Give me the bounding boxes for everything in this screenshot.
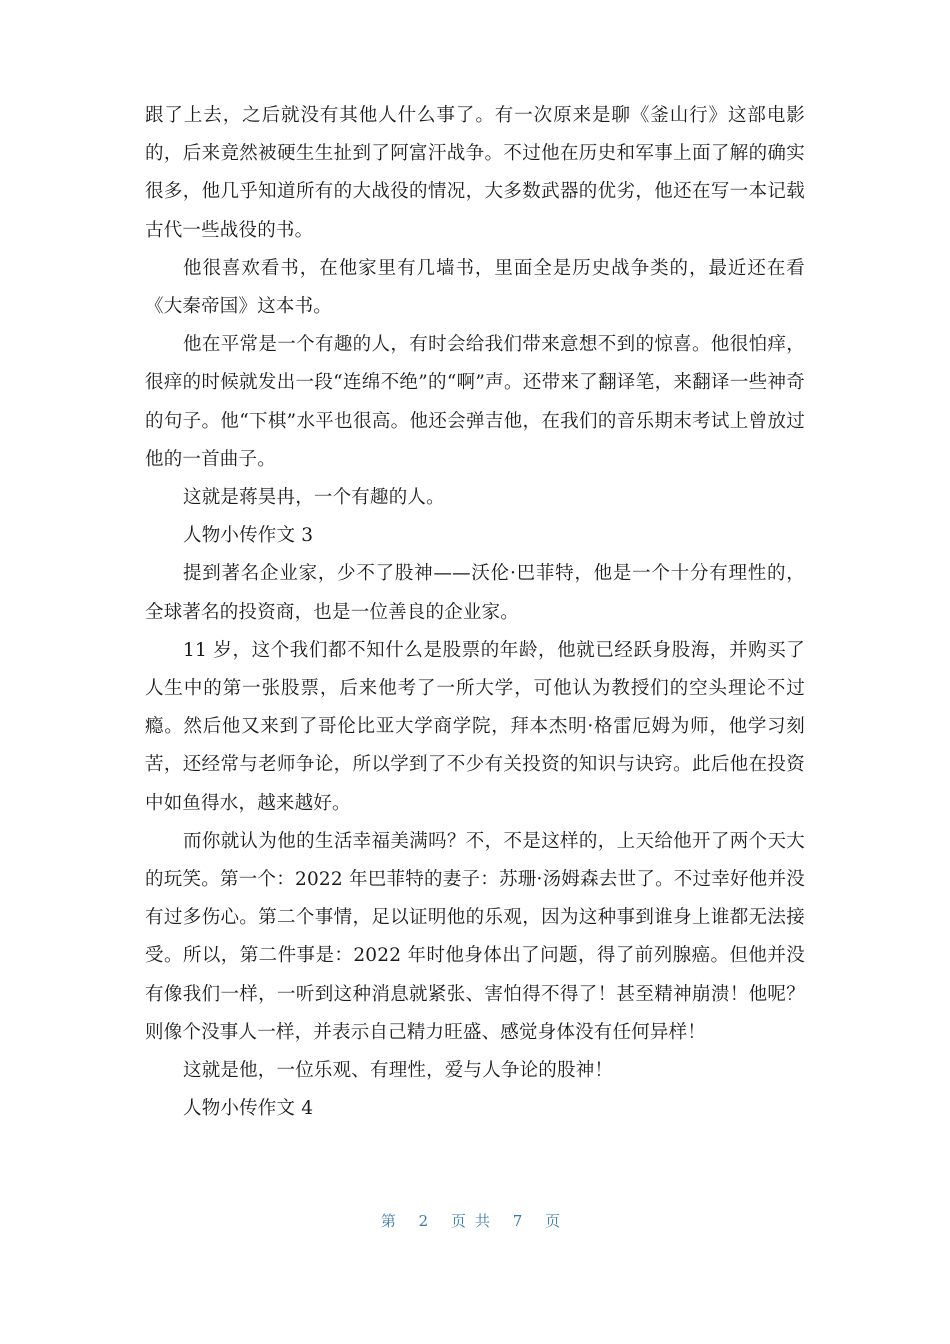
page-number-footer: 第 2 页共 7 页 — [380, 1212, 570, 1230]
section-heading: 人物小传作文 4 — [183, 1098, 314, 1120]
paragraph: 这就是蒋昊冉，一个有趣的人。 — [183, 487, 445, 509]
paragraph: 他在平常是一个有趣的人，有时会给我们带来意想不到的惊喜。他很怕痒，很痒的时候就发出一段“连绵不绝”的“啊”声。还带来了翻译笔，来翻译一些神奇的句子。他“下棋”水平也很高。他还会弹吉他，在我们的音乐期末考试上曾放过他的一首曲子。 — [145, 334, 805, 470]
paragraph: 他很喜欢看书，在他家里有几墙书，里面全是历史战争类的，最近还在看《大秦帝国》这本书。 — [145, 257, 805, 318]
document-body — [145, 97, 805, 1128]
section-heading: 人物小传作文 3 — [183, 525, 314, 547]
paragraph: 跟了上去，之后就没有其他人什么事了。有一次原来是聊《釜山行》这部电影的，后来竟然被硬生生扯到了阿富汗战争。不过他在历史和军事上面了解的确实很多，他几乎知道所有的大战役的情况，大多数武器的优劣，他还在写一本记载古代一些战役的书。 — [145, 105, 805, 241]
paragraph: 这就是他，一位乐观、有理性，爱与人争论的股神！ — [183, 1060, 614, 1082]
paragraph: 提到著名企业家，少不了股神——沃伦·巴菲特，他是一个十分有理性的，全球著名的投资商，也是一位善良的企业家。 — [145, 563, 805, 623]
paragraph: 11 岁，这个我们都不知什么是股票的年龄，他就已经跃身股海，并购买了人生中的第一张股票，后来他考了一所大学，可他认为教授们的空头理论不过瘾。然后他又来到了哥伦比亚大学商学院，拜本杰明·格雷厄姆为师，他学习刻苦，还经常与老师争论，所以学到了不少有关投资的知识与诀窍。此后他在投资中如鱼得水，越来越好。 — [145, 639, 805, 814]
paragraph: 而你就认为他的生活幸福美满吗？不，不是这样的，上天给他开了两个天大的玩笑。第一个：2022 年巴菲特的妻子：苏珊·汤姆森去世了。不过幸好他并没有过多伤心。第二个事情，足以证明他的乐观，因为这种事到谁身上谁都无法接受。所以，第二件事是：2022 年时他身体出了问题，得了前列腺癌。但他并没有像我们一样，一听到这种消息就紧张、害怕得不得了！甚至精神崩溃！他呢？则像个没事人一样，并表示自己精力旺盛、感觉身体没有任何异样！ — [145, 830, 805, 1043]
